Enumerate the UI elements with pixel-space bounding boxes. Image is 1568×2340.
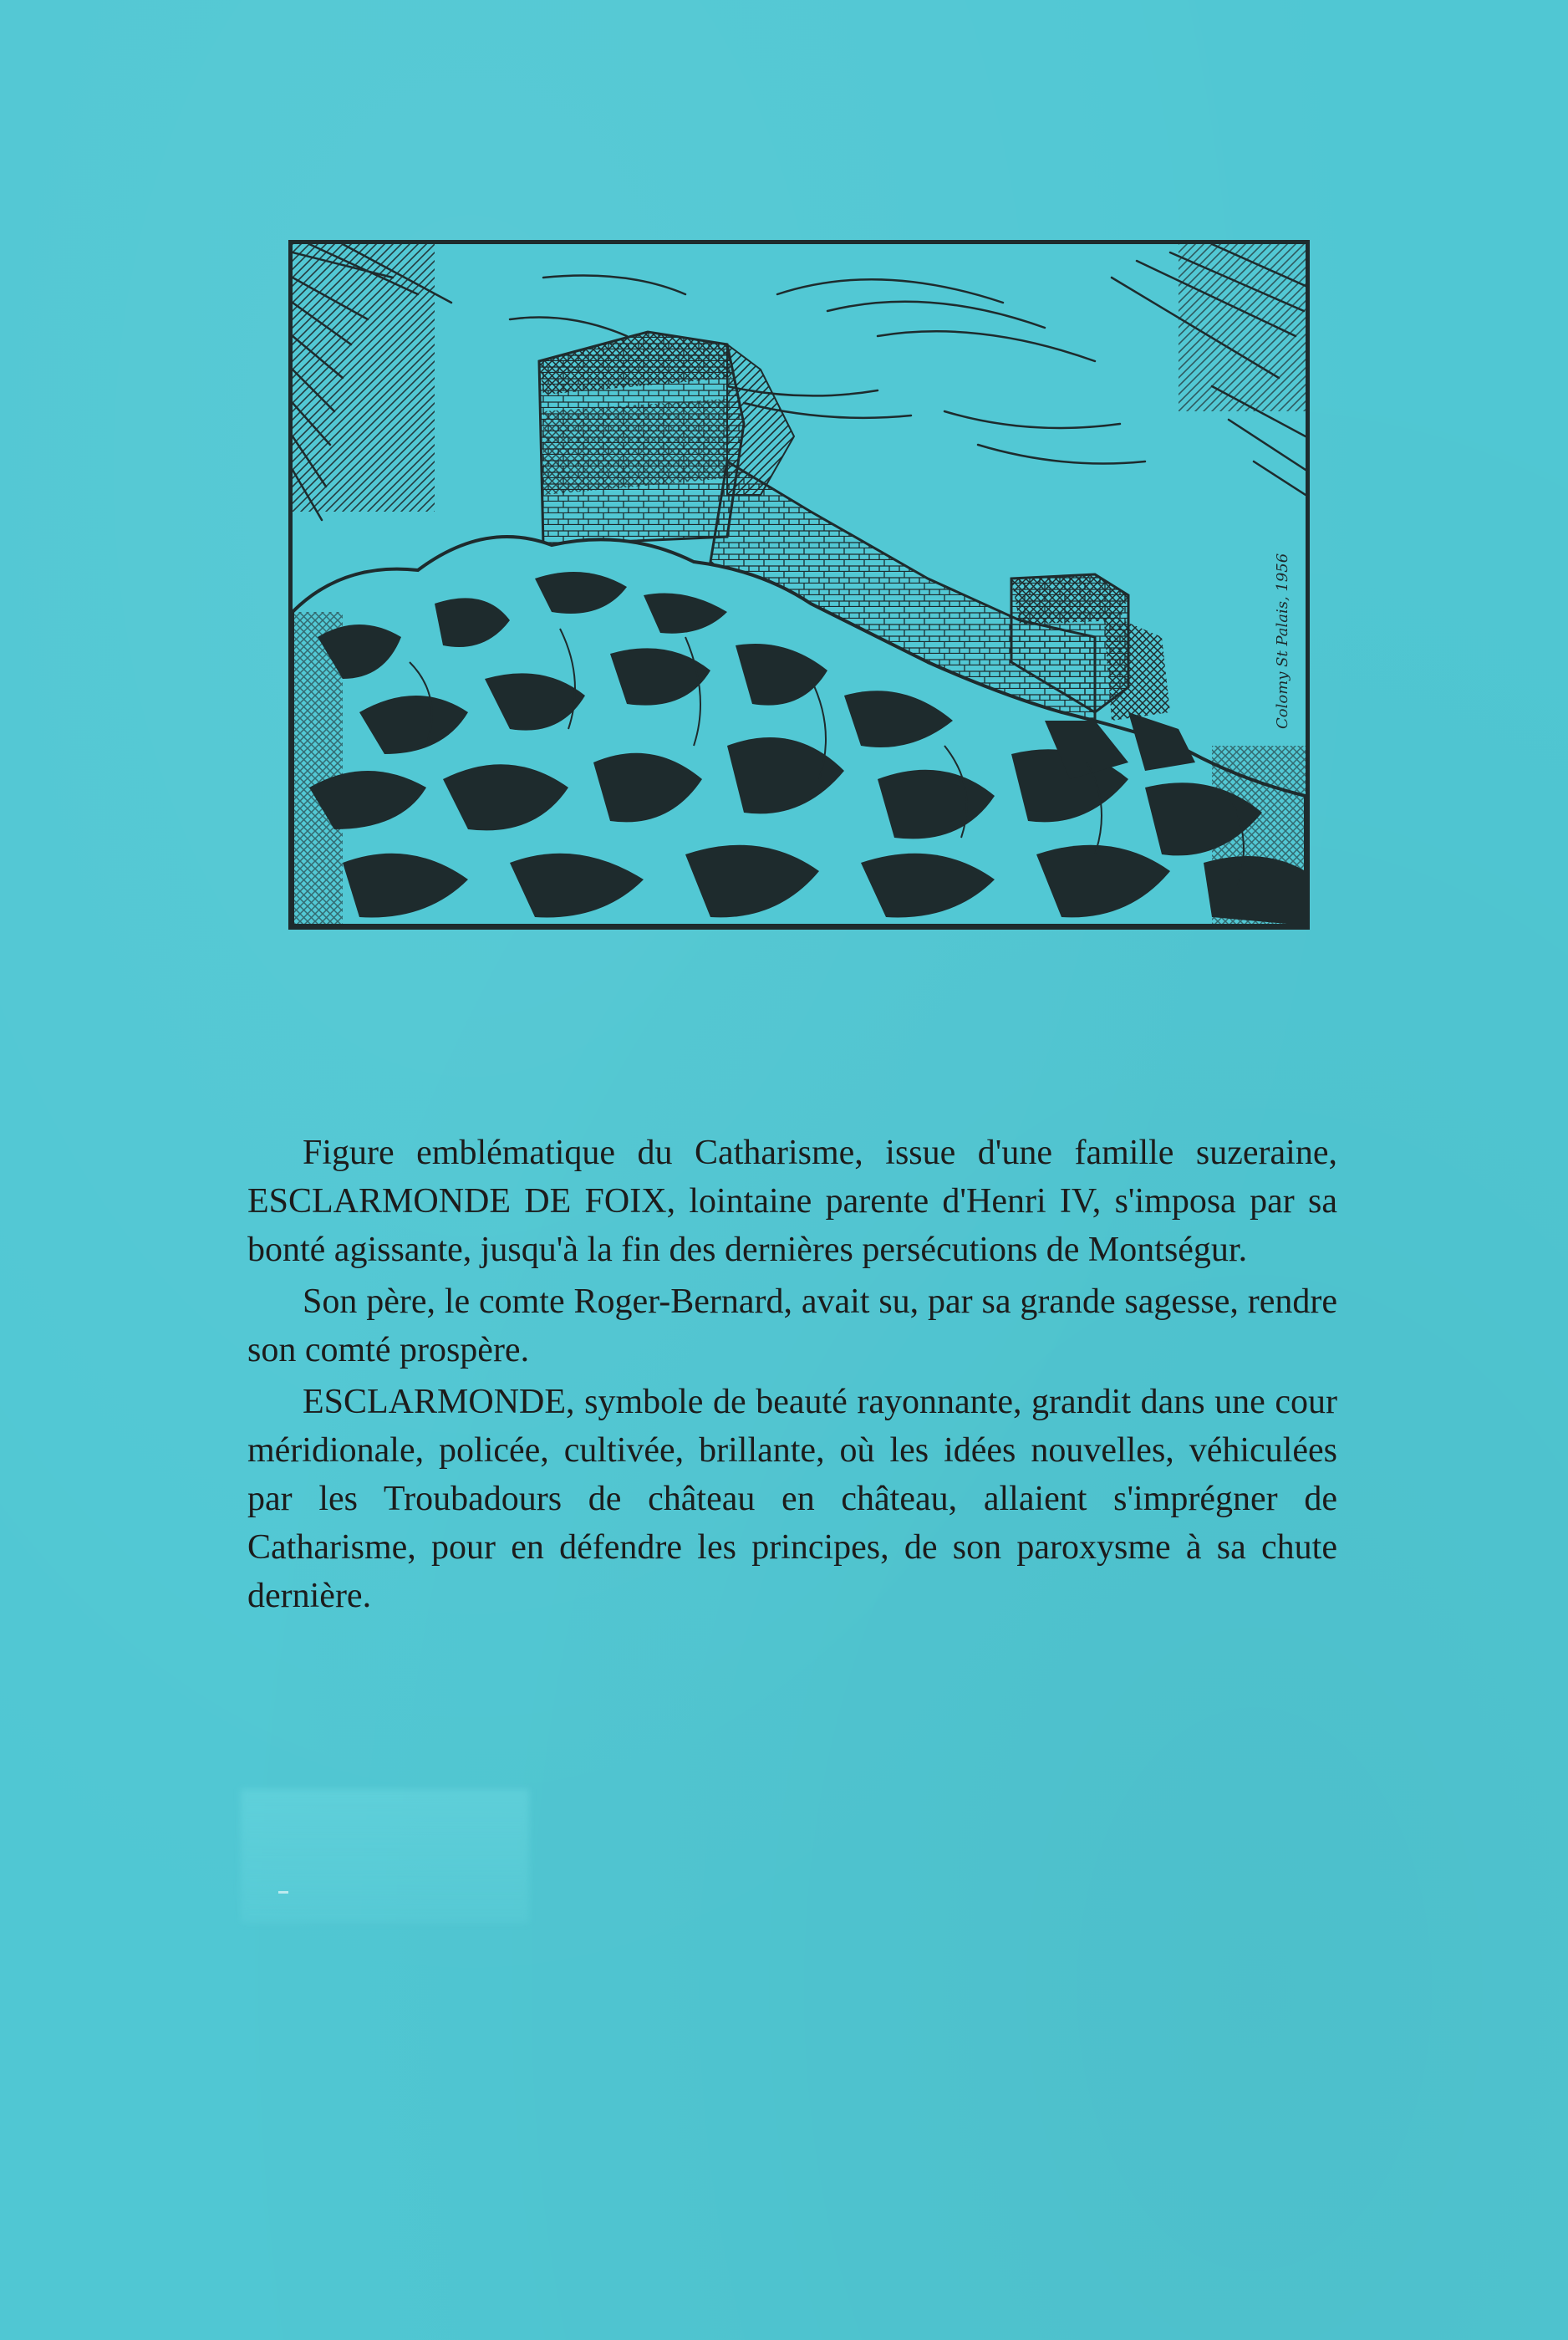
castle-drawing	[293, 244, 1306, 925]
paragraph-3: ESCLARMONDE, symbole de beauté rayonnante, grandit dans une cour méridionale, policée, cultivée, brillante, où les idées nouvelles, véhiculées par les Troubadours de château en château, allaient s'imprégner de Catharisme, pour en défendre les principes, de son paroxysme à sa chute dernière.	[247, 1383, 1337, 1615]
artist-signature	[1274, 553, 1291, 729]
paragraph-2: Son père, le comte Roger-Bernard, avait su, par sa grande sagesse, rendre son comté prospère.	[247, 1282, 1337, 1369]
svg-text:Colomy St Palais, 1956: Colomy St Palais, 1956	[1274, 553, 1291, 729]
faded-mark	[278, 1891, 288, 1894]
back-cover-text	[247, 1129, 1337, 1624]
faded-area	[241, 1789, 529, 1923]
castle-illustration	[288, 240, 1310, 930]
paragraph-1: Figure emblématique du Catharisme, issue d'une famille suzeraine, ESCLARMONDE DE FOIX, lointaine parente d'Henri IV, s'imposa par sa bonté agissante, jusqu'à la fin des dernières persécutions de Montségur.	[247, 1134, 1337, 1269]
